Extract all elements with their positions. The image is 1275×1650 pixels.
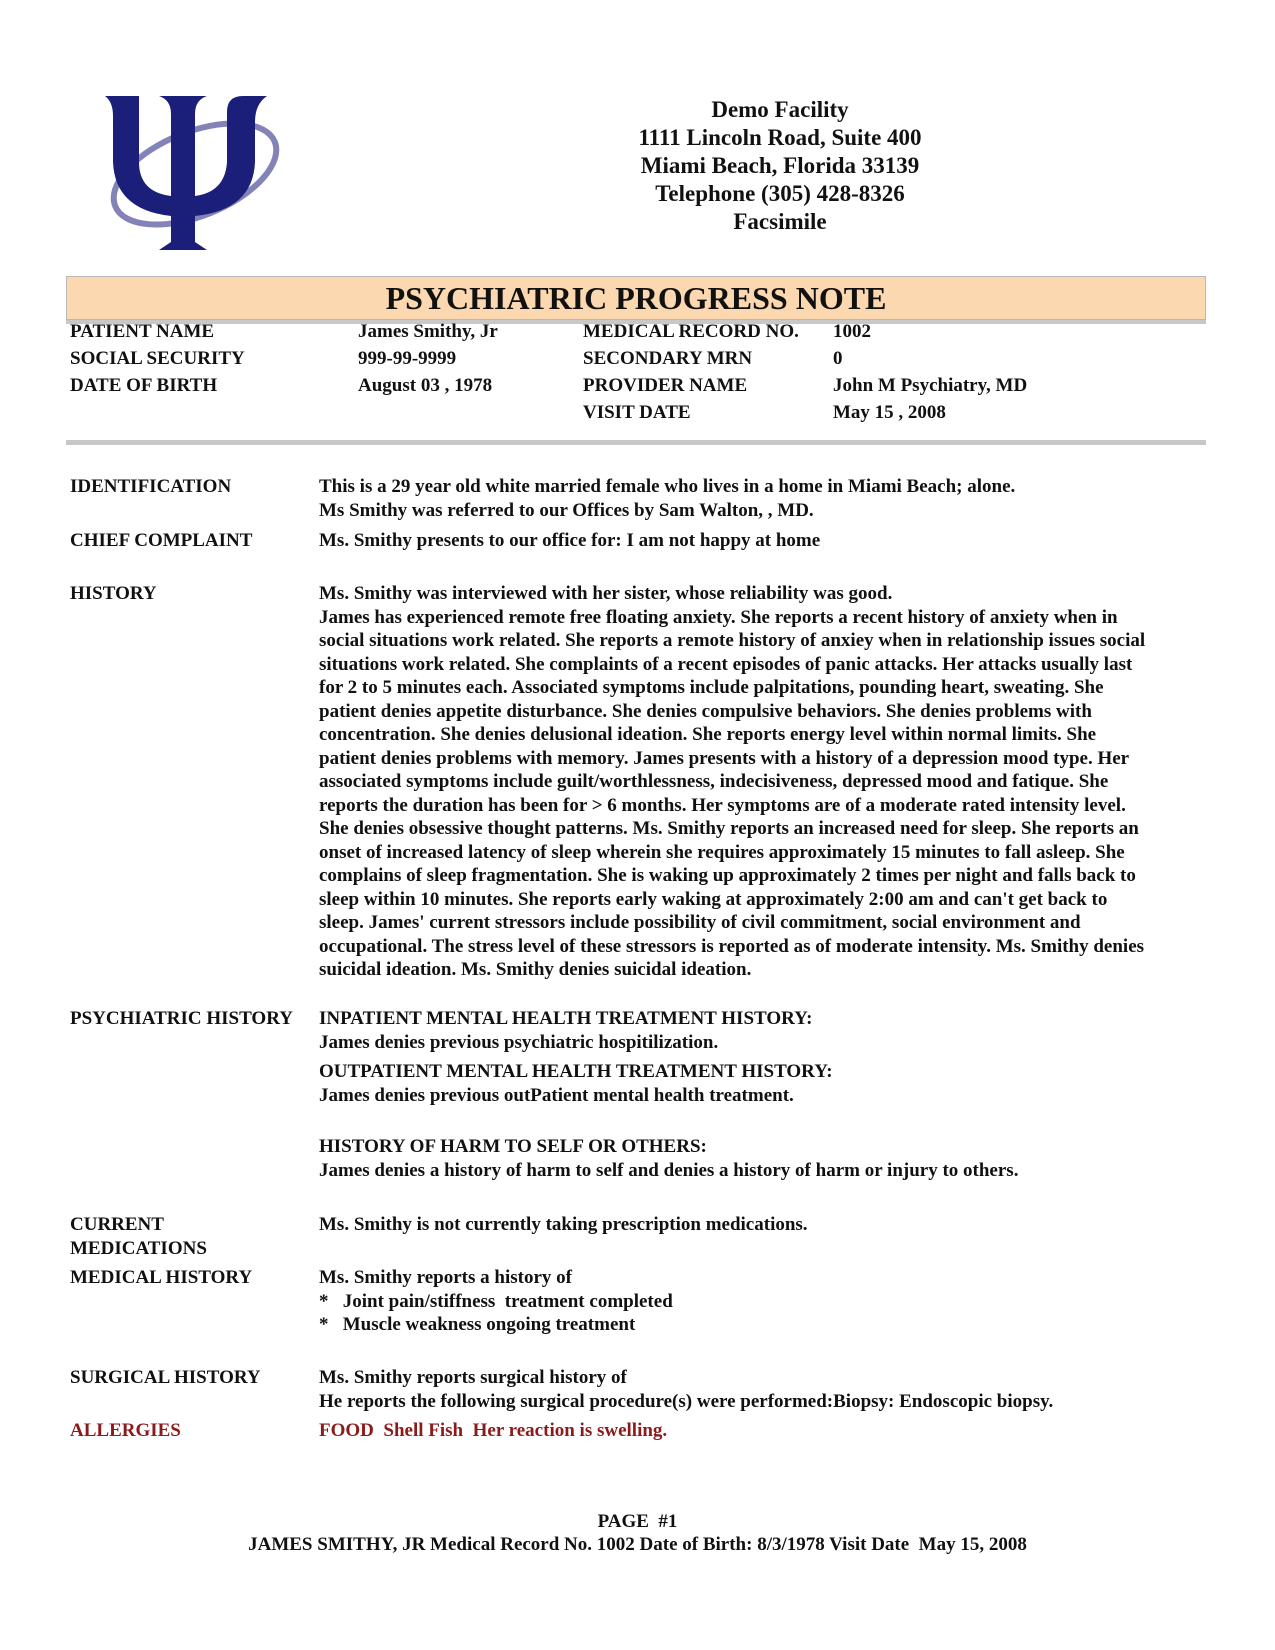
patient-name-label: PATIENT NAME xyxy=(70,321,215,342)
medical-history-item: * Muscle weakness ongoing treatment xyxy=(319,1314,636,1335)
surgical-history-line: He reports the following surgical procedure(s) were performed:Biopsy: Endoscopic biopsy. xyxy=(319,1390,1054,1412)
medical-record-value: 1002 xyxy=(833,321,871,342)
facility-telephone: Telephone (305) 428-8326 xyxy=(655,181,905,206)
current-medications-label xyxy=(70,1213,310,1260)
surgical-history-line: Ms. Smithy reports surgical history of xyxy=(319,1367,627,1388)
secondary-mrn-label: SECONDARY MRN xyxy=(583,348,753,369)
history-text xyxy=(319,582,1275,982)
page-number: PAGE #1 xyxy=(597,1511,678,1532)
history-line: sleep. James' current stressors include possibility of civil commitment, social environment and xyxy=(319,912,1081,933)
history-line: Ms. Smithy was interviewed with her sister, whose reliability was good. xyxy=(319,583,893,604)
footer xyxy=(0,1510,1275,1556)
current-medications-label-line: MEDICATIONS xyxy=(70,1237,207,1259)
history-line: She denies obsessive thought patterns. Ms. Smithy reports an increased need for sleep. She reports an xyxy=(319,818,1139,839)
harm-heading: HISTORY OF HARM TO SELF OR OTHERS: xyxy=(319,1136,707,1157)
facility-block xyxy=(560,96,1000,236)
history-line: complains of sleep fragmentation. She is waking up approximately 2 times per night and falls back to xyxy=(319,865,1136,886)
inpatient-heading: INPATIENT MENTAL HEALTH TREATMENT HISTORY: xyxy=(319,1008,813,1029)
social-security-value: 999-99-9999 xyxy=(358,348,457,369)
identification-text xyxy=(319,475,1275,522)
record-labels xyxy=(583,318,799,426)
history-line: social situations work related. She reports a remote history of anxiey when in relationship issues social xyxy=(319,630,1146,651)
history-line: patient denies appetite disturbance. She denies compulsive behaviors. She denies problems with xyxy=(319,700,1092,722)
chief-complaint-text: Ms. Smithy presents to our office for: I am not happy at home xyxy=(319,530,821,551)
patient-values xyxy=(358,318,498,399)
record-values xyxy=(833,318,1027,426)
current-medications-text: Ms. Smithy is not currently taking prescription medications. xyxy=(319,1214,808,1235)
history-line: onset of increased latency of sleep wherein she requires approximately 15 minutes to fall asleep. She xyxy=(319,841,1125,863)
current-medications-label-line: CURRENT xyxy=(70,1214,164,1235)
footer-summary: JAMES SMITHY, JR Medical Record No. 1002 Date of Birth: 8/3/1978 Visit Date May 15, 2008 xyxy=(248,1534,1027,1555)
medical-history-text xyxy=(319,1266,1275,1337)
history-line: associated symptoms include guilt/worthlessness, indecisiveness, depressed mood and fatique. She xyxy=(319,771,1109,792)
psychiatric-history-label: PSYCHIATRIC HISTORY xyxy=(70,1008,293,1029)
psychiatric-history-text xyxy=(319,1007,1275,1182)
history-line: sleep within 10 minutes. She reports early waking at approximately 2:00 am and can't get back to xyxy=(319,888,1108,910)
facility-facsimile: Facsimile xyxy=(733,209,827,234)
history-line: suicidal ideation. Ms. Smithy denies suicidal ideation. xyxy=(319,959,752,980)
patient-name-value: James Smithy, Jr xyxy=(358,321,498,342)
history-line: reports the duration has been for > 6 months. Her symptoms are of a moderate rated intensity level. xyxy=(319,794,1126,816)
identification-line: Ms Smithy was referred to our Offices by Sam Walton, , MD. xyxy=(319,499,814,521)
facility-address-line1: 1111 Lincoln Road, Suite 400 xyxy=(638,125,922,150)
outpatient-text: James denies previous outPatient mental health treatment. xyxy=(319,1084,794,1106)
surgical-history-text xyxy=(319,1366,1275,1413)
facility-address-line2: Miami Beach, Florida 33139 xyxy=(640,153,920,178)
identification-label: IDENTIFICATION xyxy=(70,476,232,497)
history-line: for 2 to 5 minutes each. Associated symptoms include palpitations, pounding heart, sweating. She xyxy=(319,677,1104,698)
history-line: occupational. The stress level of these stressors is reported as of moderate intensity. Ms. Smithy denies xyxy=(319,935,1145,957)
outpatient-heading: OUTPATIENT MENTAL HEALTH TREATMENT HISTORY: xyxy=(319,1061,833,1082)
medical-history-label: MEDICAL HISTORY xyxy=(70,1267,253,1288)
allergies-label: ALLERGIES xyxy=(70,1420,181,1441)
secondary-mrn-value: 0 xyxy=(833,348,843,369)
visit-date-value: May 15 , 2008 xyxy=(833,402,946,423)
history-line: concentration. She denies delusional ideation. She reports energy level within normal limits. She xyxy=(319,724,1097,745)
surgical-history-label: SURGICAL HISTORY xyxy=(70,1367,261,1388)
patient-labels xyxy=(70,318,245,399)
facility-name: Demo Facility xyxy=(711,97,849,122)
medical-record-label: MEDICAL RECORD NO. xyxy=(583,321,799,342)
social-security-label: SOCIAL SECURITY xyxy=(70,348,245,369)
document-title: PSYCHIATRIC PROGRESS NOTE xyxy=(66,276,1206,320)
history-line: situations work related. She complaints of a recent episodes of panic attacks. Her attacks usually last xyxy=(319,653,1133,675)
harm-text: James denies a history of harm to self and denies a history of harm or injury to others. xyxy=(319,1159,1019,1181)
allergies-text: FOOD Shell Fish Her reaction is swelling. xyxy=(319,1420,668,1441)
psi-logo xyxy=(95,92,290,252)
history-label: HISTORY xyxy=(70,583,157,604)
medical-history-item: * Joint pain/stiffness treatment completed xyxy=(319,1290,673,1312)
chief-complaint-label: CHIEF COMPLAINT xyxy=(70,530,253,551)
history-line: patient denies problems with memory. James presents with a history of a depression mood type. Her xyxy=(319,747,1130,769)
date-of-birth-value: August 03 , 1978 xyxy=(358,375,493,396)
identification-line: This is a 29 year old white married female who lives in a home in Miami Beach; alone. xyxy=(319,476,1016,497)
medical-history-intro: Ms. Smithy reports a history of xyxy=(319,1267,572,1288)
visit-date-label: VISIT DATE xyxy=(583,402,691,423)
provider-name-label: PROVIDER NAME xyxy=(583,375,748,396)
date-of-birth-label: DATE OF BIRTH xyxy=(70,375,218,396)
header-divider xyxy=(66,440,1206,445)
inpatient-text: James denies previous psychiatric hospitilization. xyxy=(319,1031,719,1053)
history-line: James has experienced remote free floating anxiety. She reports a recent history of anxiety when in xyxy=(319,606,1118,628)
provider-name-value: John M Psychiatry, MD xyxy=(833,375,1028,396)
